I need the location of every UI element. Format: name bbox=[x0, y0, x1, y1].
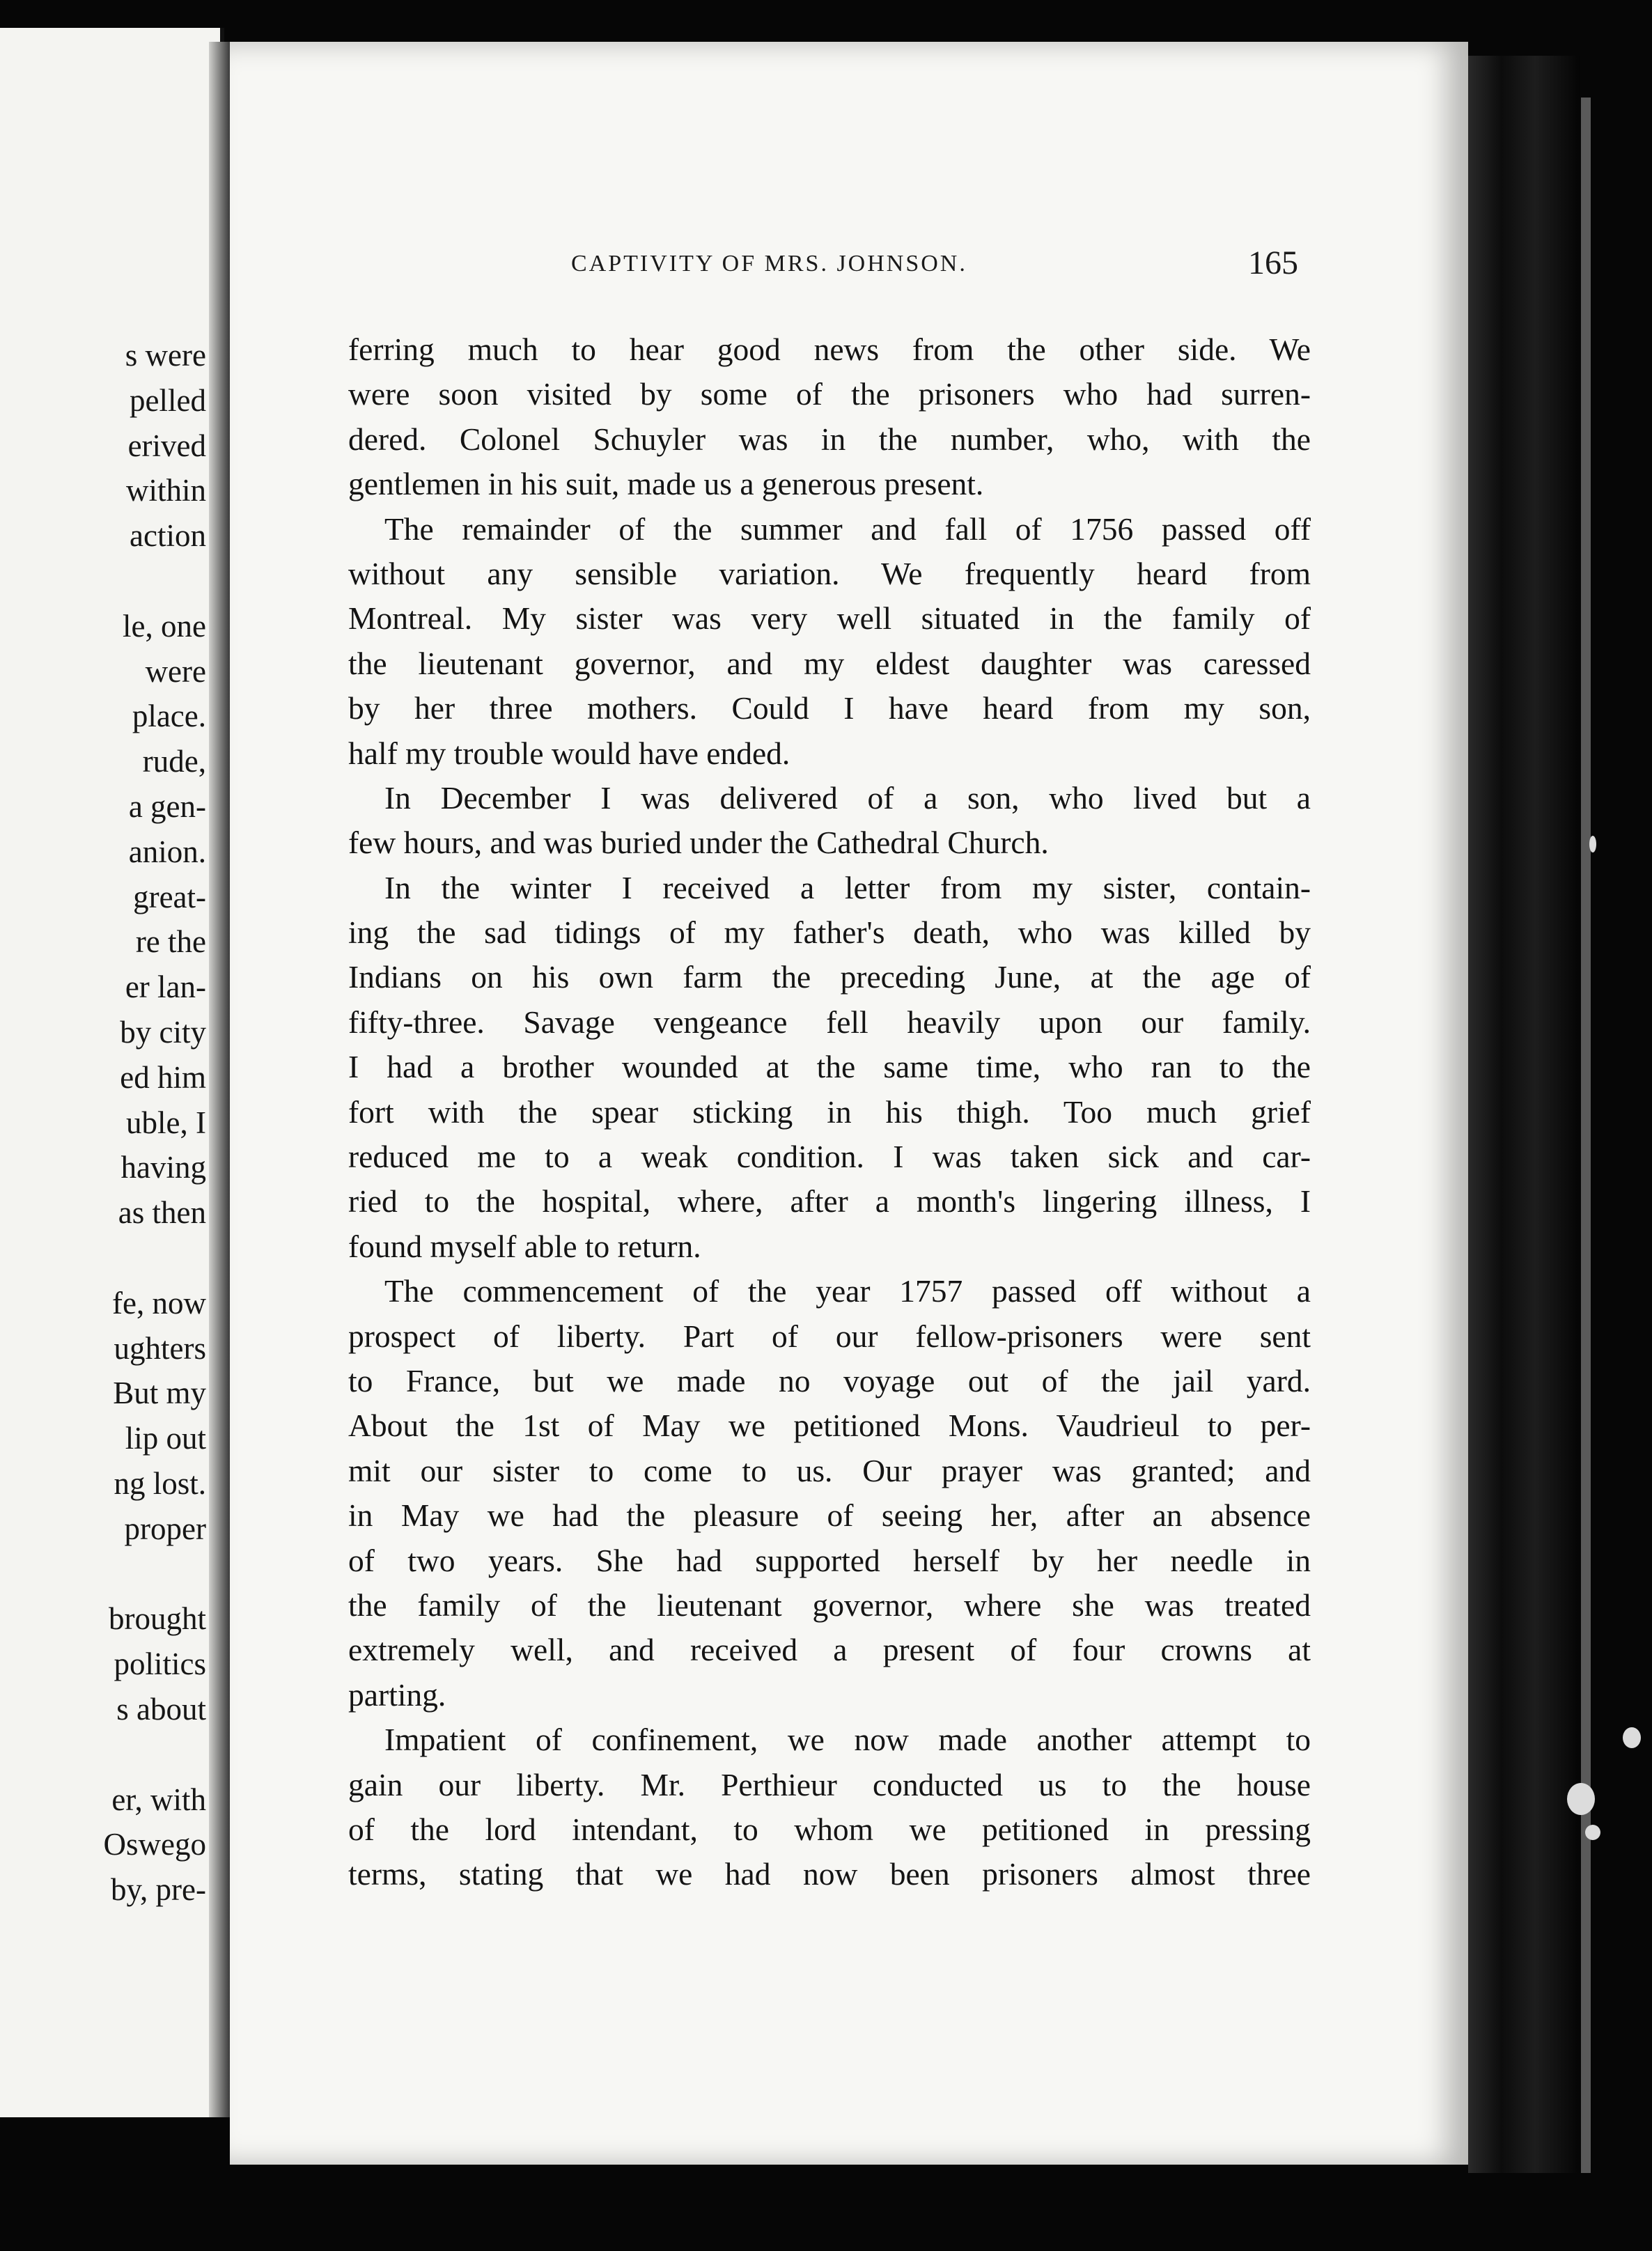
left-line: re the bbox=[135, 924, 206, 960]
left-line: anion. bbox=[128, 834, 206, 869]
left-line-gap bbox=[4, 1552, 206, 1597]
left-line: ng lost. bbox=[114, 1465, 206, 1501]
left-facing-page bbox=[0, 28, 224, 2117]
text-line: Indians on his own farm the preceding June, at the age of bbox=[348, 959, 1311, 995]
left-line: were bbox=[145, 653, 206, 689]
text-line: gentlemen in his suit, made us a generous present. bbox=[348, 466, 984, 502]
paragraph-start-line: Impatient of confinement, we now made another attempt to bbox=[384, 1722, 1311, 1758]
left-line: within bbox=[125, 473, 206, 508]
left-line: ughters bbox=[114, 1330, 206, 1366]
text-line: to France, but we made no voyage out of the jail yard. bbox=[348, 1362, 1311, 1399]
text-line: About the 1st of May we petitioned Mons. Vaudrieul to per- bbox=[348, 1408, 1311, 1444]
text-line: I had a brother wounded at the same time, who ran to the bbox=[348, 1049, 1311, 1085]
text-line: extremely well, and received a present of four crowns at bbox=[348, 1632, 1311, 1668]
left-line: by, pre- bbox=[110, 1872, 206, 1908]
text-line: dered. Colonel Schuyler was in the number, who, with the bbox=[348, 421, 1311, 457]
left-line: erived bbox=[127, 428, 206, 463]
text-line: were soon visited by some of the prisoners who had surren- bbox=[348, 376, 1311, 412]
left-line: a gen- bbox=[128, 788, 206, 824]
left-page-text bbox=[4, 333, 206, 1913]
scan-speck bbox=[1623, 1727, 1641, 1748]
left-line: as then bbox=[118, 1195, 206, 1231]
paragraph-start-line: The remainder of the summer and fall of 1756 passed off bbox=[384, 511, 1311, 547]
left-line: brought bbox=[109, 1601, 206, 1637]
text-line: mit our sister to come to us. Our prayer was granted; and bbox=[348, 1452, 1311, 1488]
left-line: having bbox=[120, 1150, 206, 1185]
left-line: action bbox=[130, 518, 206, 554]
text-line: prospect of liberty. Part of our fellow-prisoners were sent bbox=[348, 1318, 1311, 1354]
text-line: fort with the spear sticking in his thigh. Too much grief bbox=[348, 1093, 1311, 1130]
left-line: s about bbox=[116, 1691, 206, 1727]
scan-speck bbox=[1585, 1825, 1600, 1840]
scan-speck bbox=[1589, 836, 1596, 852]
book-gutter bbox=[209, 42, 230, 2117]
left-line-gap bbox=[4, 559, 206, 604]
text-line: the lieutenant governor, and my eldest daughter was caressed bbox=[348, 645, 1311, 681]
page-number: 165 bbox=[1248, 244, 1298, 281]
text-line: gain our liberty. Mr. Perthieur conducted us to the house bbox=[348, 1766, 1311, 1802]
scan-speck bbox=[1567, 1783, 1595, 1815]
text-line: by her three mothers. Could I have heard from my son, bbox=[348, 690, 1311, 726]
left-line: lip out bbox=[125, 1421, 206, 1456]
text-line: terms, stating that we had now been prisoners almost three bbox=[348, 1856, 1311, 1892]
left-line: great- bbox=[133, 879, 206, 914]
text-line: without any sensible variation. We frequently heard from bbox=[348, 555, 1311, 591]
paragraph-start-line: The commencement of the year 1757 passed off without a bbox=[384, 1273, 1311, 1309]
text-line: ing the sad tidings of my father's death, who was killed by bbox=[348, 914, 1311, 951]
left-line: place. bbox=[132, 699, 206, 734]
left-line: pelled bbox=[130, 382, 206, 418]
paragraph-start-line: In the winter I received a letter from my sister, contain- bbox=[384, 869, 1311, 905]
text-line: half my trouble would have ended. bbox=[348, 735, 790, 771]
text-line: few hours, and was buried under the Cathedral Church. bbox=[348, 825, 1049, 861]
text-line: reduced me to a weak condition. I was taken sick and car- bbox=[348, 1139, 1311, 1175]
left-line: ed him bbox=[120, 1059, 206, 1095]
left-line: s were bbox=[125, 338, 206, 373]
text-line: of the lord intendant, to whom we petitioned in pressing bbox=[348, 1811, 1311, 1847]
page-edges bbox=[1468, 56, 1580, 2173]
left-line: by city bbox=[120, 1014, 206, 1050]
text-line: fifty-three. Savage vengeance fell heavily upon our family. bbox=[348, 1004, 1311, 1040]
text-line: found myself able to return. bbox=[348, 1228, 701, 1264]
left-line: le, one bbox=[123, 608, 206, 644]
text-line: parting. bbox=[348, 1676, 446, 1713]
left-line-gap bbox=[4, 1236, 206, 1281]
left-line: er, with bbox=[111, 1782, 206, 1817]
left-line: But my bbox=[113, 1376, 206, 1411]
text-line: ried to the hospital, where, after a month's lingering illness, I bbox=[348, 1183, 1311, 1220]
left-line: Oswego bbox=[103, 1827, 206, 1862]
left-line: fe, now bbox=[112, 1285, 206, 1321]
left-line: proper bbox=[124, 1511, 206, 1546]
paragraph-start-line: In December I was delivered of a son, who lived but a bbox=[384, 779, 1311, 816]
left-line: er lan- bbox=[125, 969, 206, 1005]
text-line: ferring much to hear good news from the other side. We bbox=[348, 332, 1311, 367]
left-line: rude, bbox=[142, 744, 206, 779]
text-line: the family of the lieutenant governor, where she was treated bbox=[348, 1587, 1311, 1623]
text-line: Montreal. My sister was very well situated in the family of bbox=[348, 600, 1311, 637]
running-head: CAPTIVITY OF MRS. JOHNSON. bbox=[571, 251, 967, 276]
body-text bbox=[348, 327, 1311, 1897]
left-line: politics bbox=[114, 1646, 206, 1682]
left-line-gap bbox=[4, 1732, 206, 1777]
page-edge-highlight bbox=[1581, 98, 1591, 2173]
text-line: of two years. She had supported herself by her needle in bbox=[348, 1542, 1311, 1578]
left-line: uble, I bbox=[126, 1105, 206, 1140]
text-line: in May we had the pleasure of seeing her, after an absence bbox=[348, 1497, 1311, 1534]
